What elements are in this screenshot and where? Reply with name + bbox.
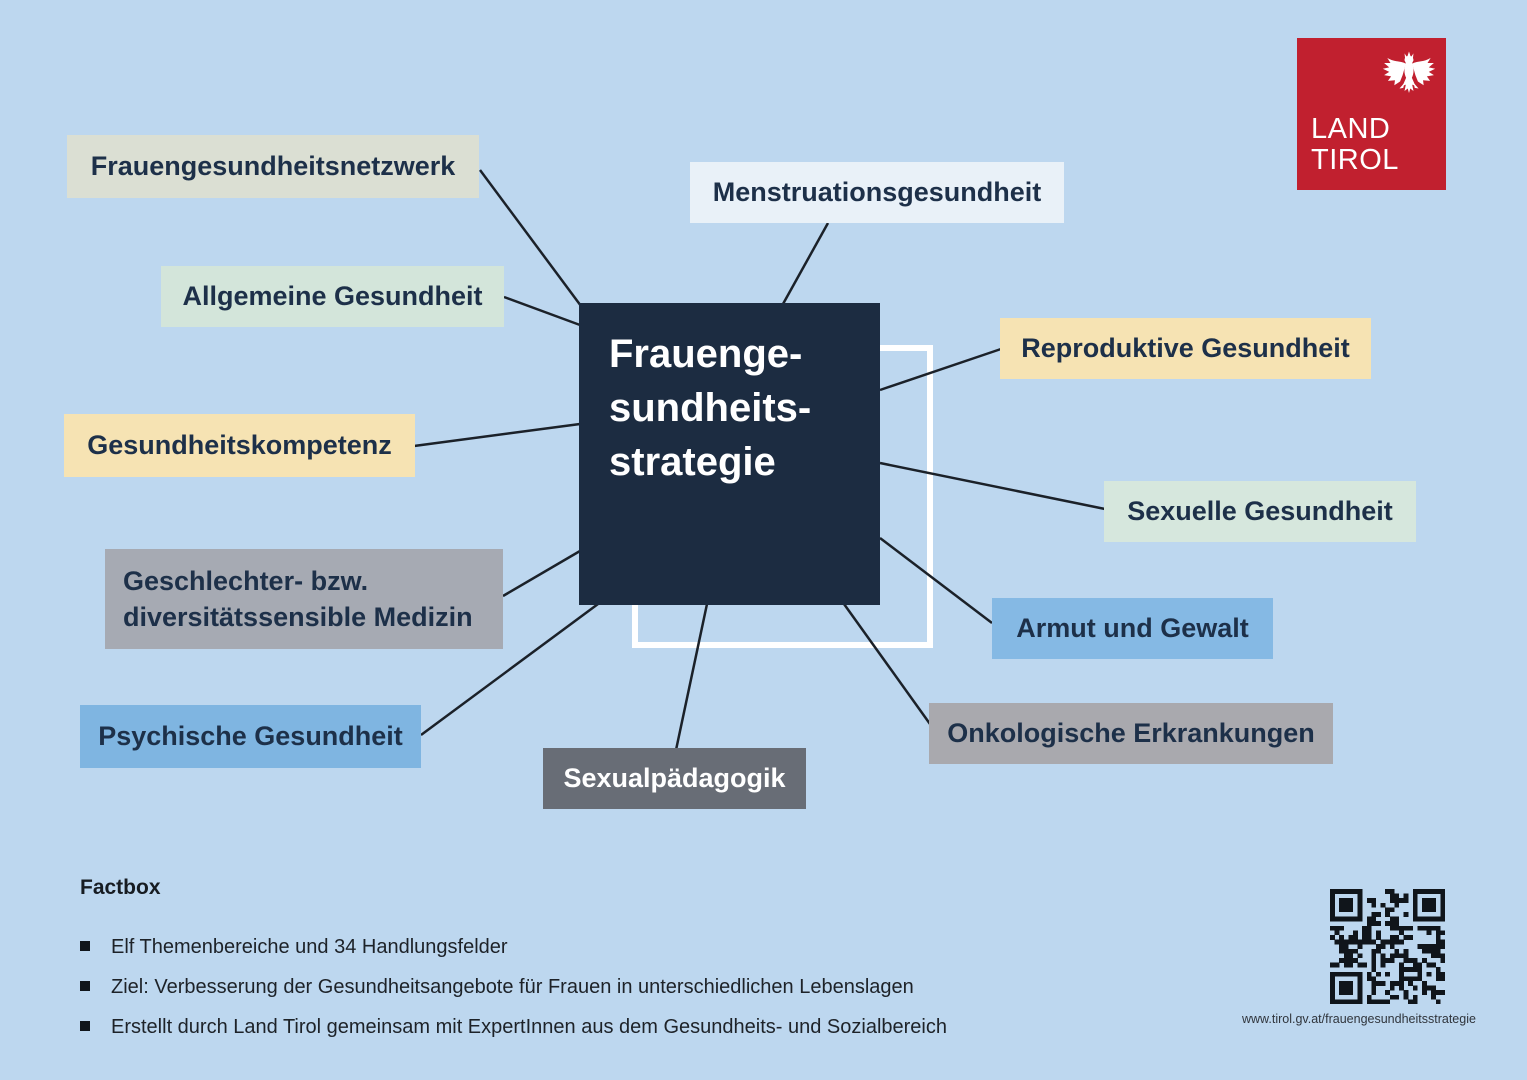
- bullet-square-icon: [80, 941, 90, 951]
- central-node-frauengesundheitsstrategie: [579, 303, 880, 605]
- factbox: [80, 876, 947, 1056]
- factbox-item: [80, 1016, 947, 1039]
- central-node-line: sundheits-: [609, 386, 812, 430]
- factbox-list: [80, 936, 947, 1039]
- bullet-square-icon: [80, 981, 90, 991]
- central-node-line: Frauenge-: [609, 332, 803, 376]
- factbox-title: Factbox: [80, 876, 161, 899]
- factbox-item: [80, 976, 947, 999]
- topic-armut-und-gewalt: Armut und Gewalt: [992, 598, 1273, 659]
- bullet-square-icon: [80, 1021, 90, 1031]
- factbox-item-text: Elf Themenbereiche und 34 Handlungsfelder: [111, 936, 508, 958]
- land-tirol-logo: [1297, 38, 1446, 190]
- topic-frauengesundheitsnetzwerk: Frauengesundheitsnetzwerk: [67, 135, 479, 198]
- central-node-line: strategie: [609, 440, 776, 484]
- topic-menstruationsgesundheit: Menstruationsgesundheit: [690, 162, 1064, 223]
- logo-text-land: LAND: [1311, 113, 1391, 145]
- topic-gesundheitskompetenz: Gesundheitskompetenz: [64, 414, 415, 477]
- topic-allgemeine-gesundheit: Allgemeine Gesundheit: [161, 266, 504, 327]
- topic-psychische-gesundheit: Psychische Gesundheit: [80, 705, 421, 768]
- tyrol-eagle-icon: [1377, 47, 1441, 107]
- factbox-item: [80, 936, 947, 959]
- topic-diversitaetssensible-medizin: Geschlechter- bzw. diversitätssensible Medizin: [105, 549, 503, 649]
- qr-code: [1330, 889, 1445, 1004]
- factbox-item-text: Ziel: Verbesserung der Gesundheitsangebote für Frauen in unterschiedlichen Lebenslagen: [111, 976, 914, 998]
- topic-sexualpaedagogik: Sexualpädagogik: [543, 748, 806, 809]
- topic-reproduktive-gesundheit: Reproduktive Gesundheit: [1000, 318, 1371, 379]
- factbox-item-text: Erstellt durch Land Tirol gemeinsam mit ExpertInnen aus dem Gesundheits- und Sozialbereich: [111, 1016, 947, 1038]
- logo-text-tirol: TIROL: [1311, 144, 1399, 176]
- topic-sexuelle-gesundheit: Sexuelle Gesundheit: [1104, 481, 1416, 542]
- topic-onkologische-erkrankungen: Onkologische Erkrankungen: [929, 703, 1333, 764]
- footer-url: www.tirol.gv.at/frauengesundheitsstrategie: [1242, 1012, 1476, 1026]
